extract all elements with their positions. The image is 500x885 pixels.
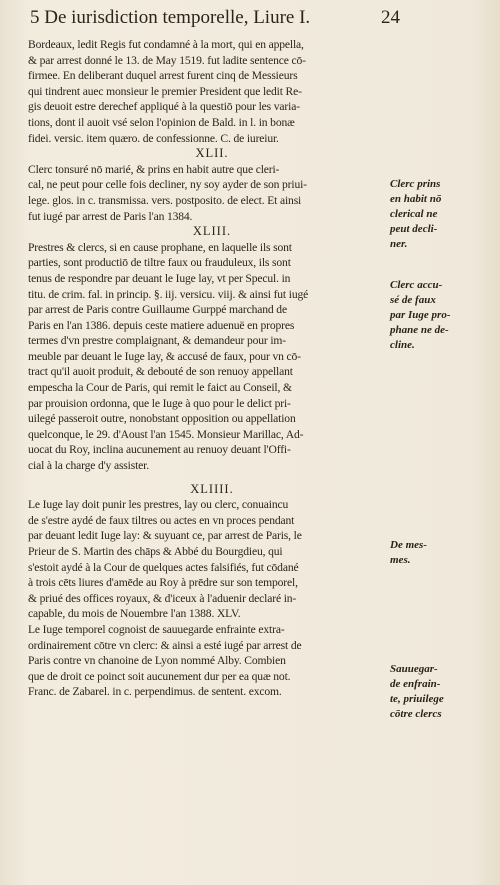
- text-line: firmee. En deliberant duquel arrest furent cinq de Messieurs: [28, 69, 298, 83]
- margin-note-clerc-accuse: Clerc accu- sé de faux par Iuge pro- phane ne de- cline.: [390, 279, 451, 351]
- section-heading-44: XLIIII.: [190, 481, 234, 496]
- margin-note-de-mesmes: De mes- mes.: [390, 539, 427, 566]
- text-line: lege. glos. in c. transmissa. vers. postposito. de elect. Et ainsi: [28, 193, 302, 207]
- text-line: ordinairement cōtre vn clerc: & ainsi a esté iugé par arrest de: [28, 638, 302, 652]
- text-line: cal, ne peut pour celle fois decliner, ny soy ayder de son priui-: [28, 178, 307, 192]
- text-line: à trois cēts liures d'amēde au Roy à prēdre sur son temporel,: [28, 576, 298, 590]
- paragraph-2: [28, 162, 396, 224]
- margin-note-clerc-prins: Clerc prins en habit nō clerical ne peut decli- ner.: [390, 178, 442, 250]
- text-line: uilegé passeroit outre, nonobstant opposition ou appellation: [28, 412, 296, 426]
- text-line: par arrest de Paris contre Guillaume Gurppé marchand de: [28, 303, 287, 317]
- text-line: par prouision ordonna, que le Iuge à quo pour le delict pri-: [28, 396, 291, 410]
- text-line: par deuant ledit Iuge lay: & suyuant ce, par arrest de Paris, le: [28, 529, 302, 543]
- section-heading-43: XLIII.: [192, 224, 232, 239]
- text-line: capable, du mois de Nouembre l'an 1388. XLV.: [28, 607, 241, 621]
- text-line: Prestres & clercs, si en cause prophane, en laquelle ils sont: [28, 240, 292, 254]
- text-line: qui tindrent auec monsieur le premier President que ledit Re-: [28, 84, 302, 98]
- text-line: Prieur de S. Martin des chāps & Abbé du Bourgdieu, qui: [28, 545, 283, 558]
- text-line: fut iugé par arrest de Paris l'an 1384.: [28, 209, 193, 223]
- text-line: Clerc tonsuré nō marié, & prins en habit autre que cleri-: [28, 162, 280, 176]
- running-header: [30, 3, 400, 33]
- text-line: termes d'vn prestre complaignant, & demandeur pour im-: [28, 334, 286, 348]
- folio-number: 24: [381, 7, 400, 28]
- paragraph-5: [28, 622, 396, 700]
- margin-note-sauuegarde: Sauuegar- de enfrain- te, priuilege cōtre clercs: [390, 663, 444, 720]
- text-line: & priué des offices royaux, & d'iceux à l'aduenir declaré in-: [28, 591, 297, 605]
- text-line: fidei. versic. item quæro. de confessionne. C. de iureiur.: [28, 131, 279, 145]
- text-line: empescha la Cour de Paris, qui remit le faict au Conseil, &: [28, 381, 292, 395]
- text-line: que de droit ce poinct soit aucunement dur per ea quæ not.: [28, 669, 291, 683]
- text-line: Bordeaux, ledit Regis fut condamné à la mort, qui en appella,: [28, 38, 304, 51]
- text-line: Le Iuge lay doit punir les prestres, lay ou clerc, conuaincu: [28, 498, 289, 512]
- text-line: tract qu'il auoit produit, & debouté de son renuoy appellant: [28, 365, 293, 379]
- text-line: Paris contre vn chanoine de Lyon nommé Alby. Combien: [28, 654, 286, 668]
- text-line: de s'estre aydé de faux tiltres ou actes en vn proces pendant: [28, 513, 295, 527]
- text-line: titu. de crim. fal. in princip. §. iij. versicu. viij. & ainsi fut iugé: [28, 287, 309, 301]
- text-line: Le Iuge temporel cognoist de sauuegarde enfrainte extra-: [28, 622, 285, 636]
- text-line: parties, sont productiō de tiltre faux ou frauduleux, ils sont: [28, 256, 291, 270]
- text-line: tenus de respondre par deuant le Iuge lay, vt per Specul. in: [28, 271, 291, 285]
- running-title: 5 De iurisdiction temporelle, Liure I.: [30, 7, 311, 28]
- text-line: cial à la charge d'y assister.: [28, 459, 149, 473]
- paragraph-1: [28, 37, 396, 146]
- text-line: meuble par deuant le Iuge lay, & accusé de faux, pour vn cō-: [28, 349, 301, 363]
- paragraph-3: [28, 240, 396, 474]
- text-line: gis deuoit estre derechef appliqué à la questiō pour les varia-: [28, 100, 300, 114]
- text-line: uocat du Roy, inclina aucunement au renuoy deuant l'Offi-: [28, 443, 291, 457]
- text-line: tions, dont il auoit vsé selon l'opinion de Bald. in l. in bonæ: [28, 115, 295, 129]
- section-heading-42: XLII.: [195, 146, 229, 161]
- text-line: Franc. de Zabarel. in c. perpendimus. de sentent. excom.: [28, 685, 282, 699]
- text-line: quelconque, le 29. d'Aoust l'an 1545. Monsieur Marillac, Ad-: [28, 427, 304, 441]
- text-line: & par arrest donné le 13. de May 1519. fut ladite sentence cō-: [28, 53, 306, 67]
- text-line: s'estoit aydé à la Cour de quelques actes falsifiés, fut cōdané: [28, 560, 299, 574]
- paragraph-4: [28, 497, 396, 622]
- main-text-column: [28, 37, 396, 700]
- text-line: Paris en l'an 1386. depuis ceste matiere aduenuë en propres: [28, 318, 295, 332]
